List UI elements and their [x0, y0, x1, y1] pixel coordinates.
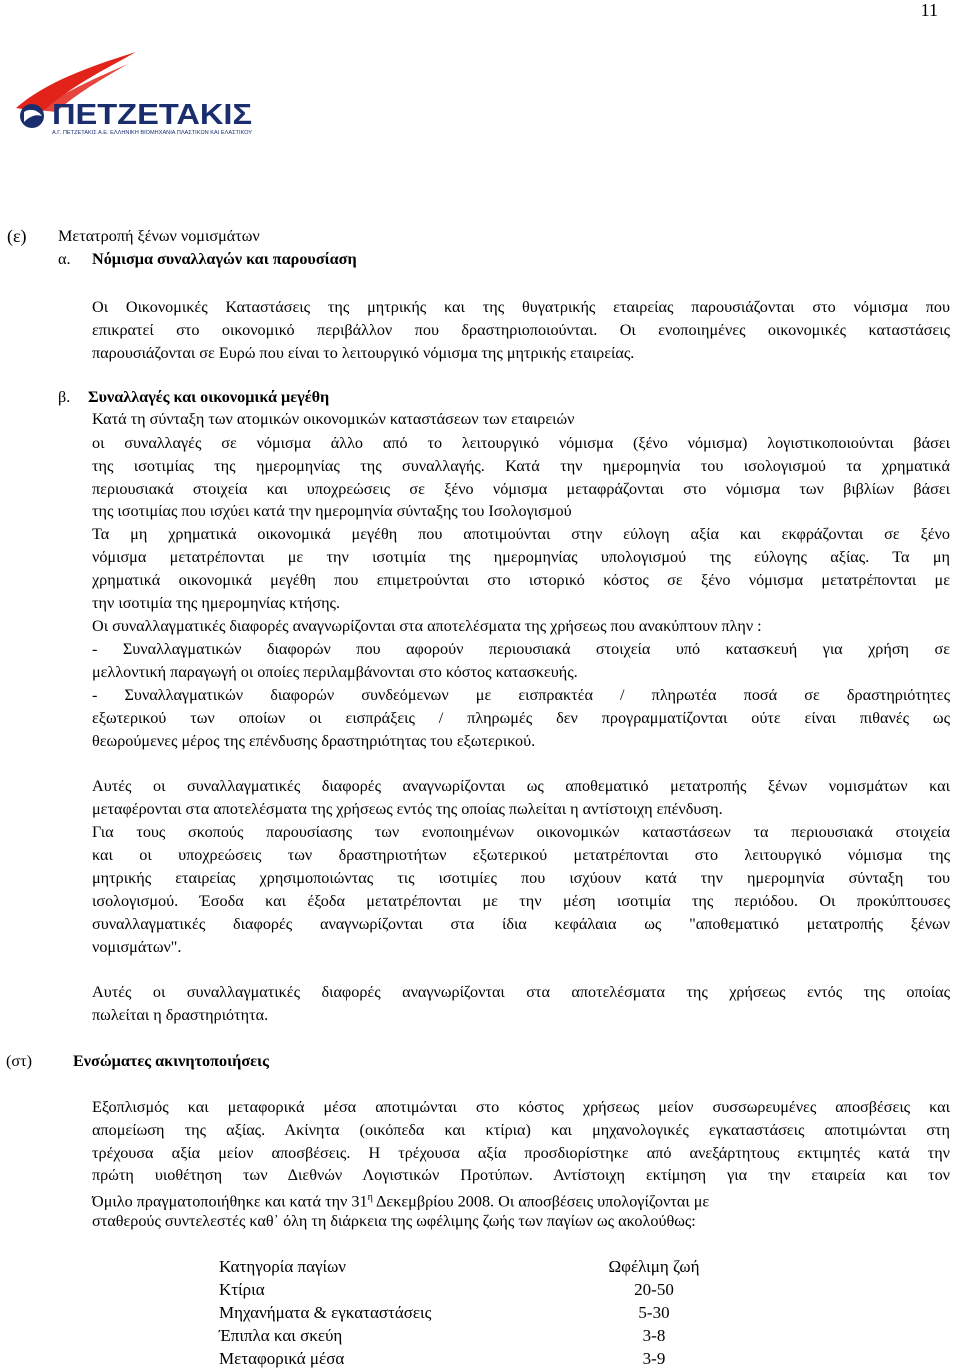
paragraph-line: Τα μη χρηματικά οικονομικά μεγέθη που αποτιμούνται στην εύλογη αξία και εκφράζονται σε ξένο [92, 525, 950, 543]
paragraph-line: Κατά τη σύνταξη των ατομικών οικονομικών καταστάσεων των εταιρειών [92, 410, 575, 428]
paragraph-line: - Συναλλαγματικών διαφορών που αφορούν περιουσιακά στοιχεία υπό κατασκευή για χρήση σε [92, 640, 950, 658]
paragraph-line: πρώτη υιοθέτηση των Διεθνών Λογιστικών Προτύπων. Αντίστοιχη εκτίμηση για την εταιρεία και τον [92, 1166, 950, 1184]
subsection-b-label: β. [58, 388, 71, 406]
paragraph-line: μελλοντική παραγωγή οι οποίες περιλαμβάνονται στο κόστος κατασκευής. [92, 663, 578, 681]
page-number: 11 [920, 0, 938, 20]
paragraph-line: νόμισμα μετατρέπονται με την ισοτιμία της ημερομηνίας υπολογισμού της εύλογης αξίας. Τα μη [92, 548, 950, 566]
table-row [219, 1347, 709, 1370]
useful-life-table [219, 1255, 709, 1370]
paragraph-line: παρουσιάζονται σε Ευρώ που είναι το λειτουργικό νόμισμα της μητρικής εταιρείας. [92, 344, 635, 362]
subsection-a-label: α. [58, 250, 71, 268]
logo-subtitle: Α.Γ. ΠΕΤΖΕΤΑΚΙΣ Α.Ε. ΕΛΛΗΝΙΚΗ ΒΙΟΜΗΧΑΝΙΑ ΠΛΑΣΤΙΚΩΝ ΚΑΙ ΕΛΑΣΤΙΚΟΥ [52, 130, 253, 136]
paragraph-line: Οι Οικονομικές Καταστάσεις της μητρικής και της θυγατρικής εταιρείας παρουσιάζονται στο νόμισμα που [92, 298, 950, 316]
table-row [219, 1278, 709, 1301]
paragraph-line: ισολογισμού. Έσοδα και έξοδα μετατρέπονται με την μέση ισοτιμία της περιόδου. Οι προκύπτουσες [92, 892, 950, 910]
paragraph-line: νομισμάτων". [92, 938, 182, 956]
paragraph-line: Εξοπλισμός και μεταφορικά μέσα αποτιμώνται στο κόστος χρήσεως μείον συσσωρευμένες αποσβέσεις και [92, 1098, 950, 1116]
paragraph-line [92, 1187, 950, 1213]
paragraph-line: περιουσιακά στοιχεία και υποχρεώσεις σε ξένο νόμισμα μεταφράζονται στο νόμισμα των βιβλίων βάσει [92, 480, 950, 498]
section-st-title: Ενσώματες ακινητοποιήσεις [73, 1052, 269, 1070]
paragraph-line: Αυτές οι συναλλαγματικές διαφορές αναγνωρίζονται στα αποτελέσματα της χρήσεως εντός της οποίας [92, 983, 950, 1001]
paragraph-line: και οι υποχρεώσεις των δραστηριοτήτων εξωτερικού μετατρέπονται στο λειτουργικό νόμισμα της [92, 846, 950, 864]
paragraph-line: μητρικής εταιρείας χρησιμοποιώντας τις ισοτιμίες που ισχύουν κατά την ημερομηνία σύνταξη του [92, 869, 950, 887]
paragraph-line: Αυτές οι συναλλαγματικές διαφορές αναγνωρίζονται ως αποθεματικό μετατροπής ξένων νομισμάτων και [92, 777, 950, 795]
table-cell: Έπιπλα και σκεύη [219, 1326, 343, 1345]
table-cell: Μεταφορικά μέσα [219, 1349, 345, 1368]
paragraph-line: - Συναλλαγματικών διαφορών συνδεόμενων με εισπρακτέα / πληρωτέα ποσά σε δραστηριότητες [92, 686, 950, 704]
subsection-a-title: Νόμισμα συναλλαγών και παρουσίαση [92, 250, 357, 268]
paragraph-line: επικρατεί στο οικονομικό περιβάλλον που δραστηριοποιούνται. Οι ενοποιημένες οικονομικές καταστάσεις [92, 321, 950, 339]
line-text: Όμιλο πραγματοποιήθηκε και κατά την 31 [92, 1192, 368, 1211]
paragraph-line: τρέχουσα αξία μείον αποσβέσεις. Η τρέχουσα αξία προσδιορίστηκε από ανεξάρτητους εκτιμητές κατά την [92, 1144, 950, 1162]
paragraph-line: Για τους σκοπούς παρουσίασης των ενοποιημένων οικονομικών καταστάσεων τα περιουσιακά στοιχεία [92, 823, 950, 841]
superscript: η [367, 1192, 373, 1203]
paragraph-line: σταθερούς συντελεστές καθ᾽ όλη τη διάρκεια της ωφέλιμης ζωής των παγίων ως ακολούθως: [92, 1212, 696, 1230]
paragraph-line: μεταφέρονται στα αποτελέσματα της χρήσεως εντός της οποίας πωλείται η αντίστοιχη επένδυση. [92, 800, 723, 818]
section-st-label: (στ) [6, 1052, 33, 1070]
table-cell: 5-30 [638, 1303, 670, 1322]
paragraph-line: της ισοτιμίας της ημερομηνίας της συναλλαγής. Κατά την ημερομηνία του ισολογισμού τα χρηματικά [92, 457, 950, 475]
table-cell: Κτίρια [219, 1280, 265, 1299]
paragraph-line: οι συναλλαγές σε νόμισμα άλλο από το λειτουργικό νόμισμα (ξένο νόμισμα) λογιστικοποιούνται βάσει [92, 434, 950, 452]
line-part [92, 1187, 709, 1213]
table-row [219, 1301, 709, 1324]
table-cell: 3-8 [642, 1326, 666, 1345]
petzetakis-logo [8, 50, 258, 140]
paragraph-line: πωλείται η δραστηριότητα. [92, 1006, 269, 1024]
paragraph-line: της ισοτιμίας που ισχύει κατά την ημερομηνία σύνταξης του Ισολογισμού [92, 502, 572, 520]
table-cell: 20-50 [634, 1280, 674, 1299]
logo-brand: ΠΕΤΖΕΤΑΚΙΣ [52, 99, 252, 131]
table-cell: 3-9 [642, 1349, 666, 1368]
paragraph-line: Οι συναλλαγματικές διαφορές αναγνωρίζονται στα αποτελέσματα της χρήσεως που ανακύπτουν πλην : [92, 617, 762, 635]
paragraph-line: συναλλαγματικές διαφορές αναγνωρίζονται στα ίδια κεφάλαια ως "αποθεματικό μετατροπής ξένων [92, 915, 950, 933]
paragraph-line: την ισοτιμία της ημερομηνίας κτήσης. [92, 594, 341, 612]
table-header: Ωφέλιμη ζωή [608, 1257, 700, 1276]
table-row [219, 1324, 709, 1347]
table-header: Κατηγορία παγίων [219, 1257, 346, 1276]
section-e-title: Μετατροπή ξένων νομισμάτων [58, 227, 260, 245]
section-e-label: (ε) [7, 226, 27, 246]
table-cell: Μηχανήματα & εγκαταστάσεις [219, 1303, 432, 1322]
paragraph-line: εξωτερικού των οποίων οι εισπράξεις / πληρωμές δεν προγραμματίζονται ούτε είναι πιθανές ως [92, 709, 950, 727]
paragraph-line: απομείωση της αξίας. Ακίνητα (οικόπεδα και κτίρια) και μηχανολογικές εγκαταστάσεις αποτιμώνται στη [92, 1121, 950, 1139]
paragraph-line: θεωρούμενες μέρος της επένδυσης δραστηριότητας του εξωτερικού. [92, 732, 536, 750]
paragraph-line: χρηματικά οικονομικά μεγέθη που επιμετρούνται στο ιστορικό κόστος σε ξένο νόμισμα μετατρέπονται με [92, 571, 950, 589]
table-header-row [219, 1255, 709, 1278]
line-text: Δεκεμβρίου 2008. Οι αποσβέσεις υπολογίζονται με [372, 1192, 710, 1211]
subsection-b-title: Συναλλαγές και οικονομικά μεγέθη [88, 388, 330, 406]
